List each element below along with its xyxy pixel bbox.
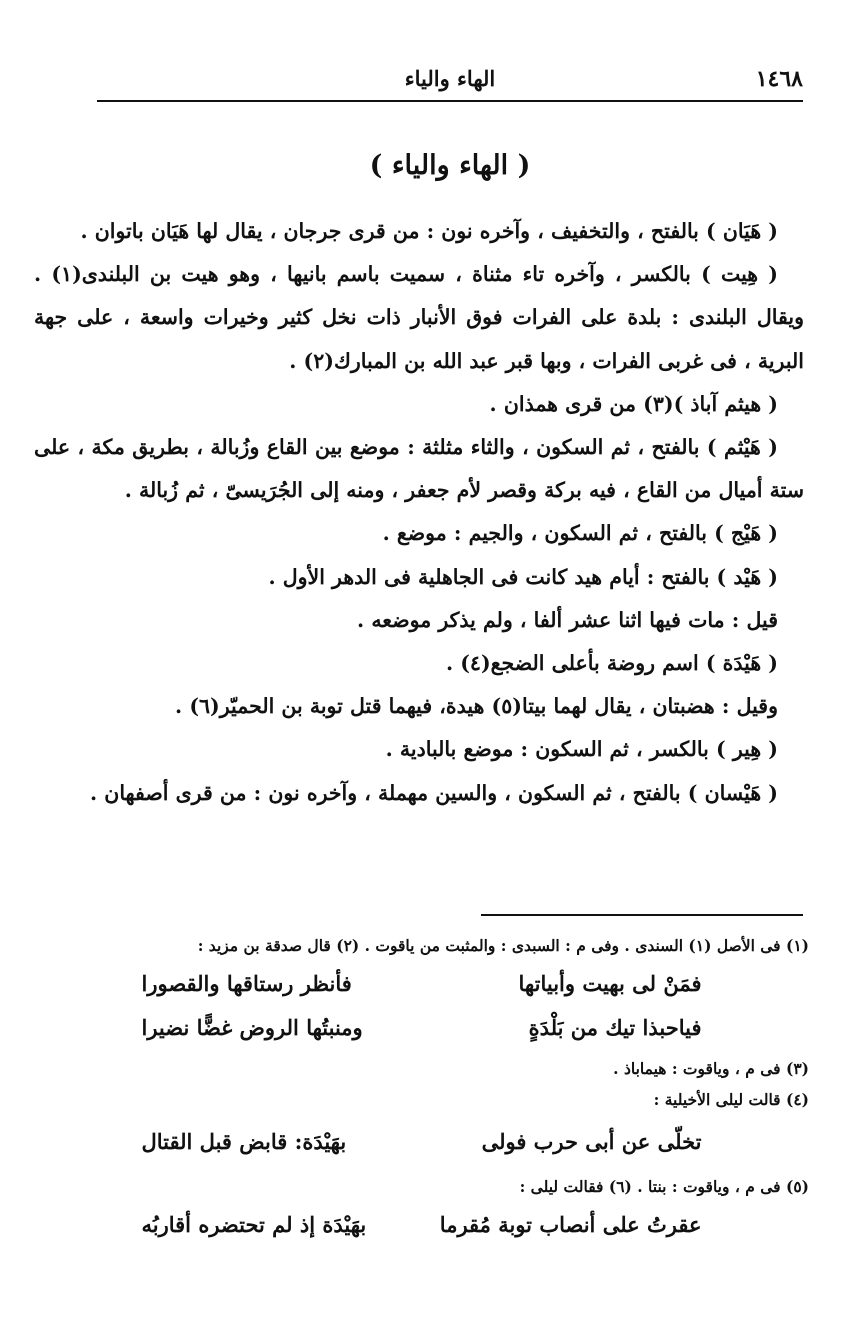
entry-hayd: ( هَيْد ) بالفتح : أيام هيد كانت فى الجاهلية فى الدهر الأول . — [268, 564, 778, 589]
entry-hir: ( هِير ) بالكسر ، ثم السكون : موضع بالبادية . — [385, 737, 778, 762]
page-header — [97, 66, 803, 102]
footnotes — [34, 930, 809, 1250]
dictionary-entries — [34, 210, 804, 815]
entry-hayj: ( هَيْج ) بالفتح ، ثم السكون ، والجيم : موضع . — [382, 521, 778, 546]
footnote-3: (٣) فى م ، وياقوت : هيماباذ . — [613, 1059, 809, 1078]
footnote-4: (٤) قالت ليلى الأخيلية : — [653, 1090, 809, 1109]
footnote-verse — [142, 965, 702, 1003]
page-number: ١٤٦٨ — [755, 66, 803, 92]
entry-haytham: ( هَيْثم ) بالفتح ، ثم السكون ، والثاء مثلثة : موضع بين القاع وزُبالة ، بطريق مكة ، على ستة أميال من القاع ، فيه بركة وقصر لأم جعفر ، ومنه إلى الجُرَيسىّ ، ثم زُبالة . — [34, 435, 804, 503]
footnote-verse — [142, 1206, 702, 1244]
footnote-rule — [481, 914, 803, 916]
entry-hayda-note: وقيل : هضبتان ، يقال لهما بيتا(٥) هيدة، فيهما قتل توبة بن الحميّر(٦) . — [175, 694, 778, 719]
verse-hemistich: فمَنْ لى بهيت وأبياتها — [518, 971, 702, 996]
footnote-1-2: (١) فى الأصل (١) السندى . وفى م : السبدى : والمثبت من ياقوت . (٢) قال صدقة بن مزيد : — [197, 936, 809, 955]
entry-hayd-note: قيل : مات فيها اثنا عشر ألفا ، ولم يذكر موضعه . — [357, 607, 778, 632]
entry-haytham-abadh: ( هيثم آباذ )(٣) من قرى همذان . — [489, 391, 778, 416]
section-title: ( الهاء والياء ) — [369, 150, 531, 181]
footnote-5-6: (٥) فى م ، وياقوت : بنتا . (٦) فقالت ليلى : — [519, 1177, 809, 1196]
verse-hemistich: ومنبتُها الروض غضًّا نضيرا — [141, 1015, 363, 1040]
verse-hemistich: عقرتُ على أنصاب توبة مُقرما — [439, 1212, 702, 1237]
entry-hit: ( هِيت ) بالكسر ، وآخره تاء مثناة ، سميت باسم بانيها ، وهو هيت بن البلندى(١) . ويقال البلندى : بلدة على الفرات فوق الأنبار ذات نخل كثير وخيرات واسعة ، على جهة البرية ، فى غربى الفرات ، وبها قبر عبد الله بن المبارك(٢) . — [34, 262, 804, 373]
verse-hemistich: بهَيْدَة إذ لم تحتضره أقاربُه — [141, 1212, 367, 1237]
entry-haysan: ( هَيْسان ) بالفتح ، ثم السكون ، والسين مهملة ، وآخره نون : من قرى أصفهان . — [89, 780, 778, 805]
running-head: الهاء والياء — [404, 66, 496, 91]
verse-hemistich: بهَيْدَة: قابض قبل القتال — [141, 1129, 347, 1154]
footnote-verse — [142, 1123, 702, 1161]
entry-hayda: ( هَيْدَة ) اسم روضة بأعلى الضجع(٤) . — [445, 651, 778, 676]
verse-hemistich: فأنظر رستاقها والقصورا — [141, 971, 352, 996]
verse-hemistich: فياحبذا تيك من بَلْدَةٍ — [528, 1015, 702, 1040]
verse-hemistich: تخلّى عن أبى حرب فولى — [481, 1129, 702, 1154]
entry-hayan: ( هَيَان ) بالفتح ، والتخفيف ، وآخره نون : من قرى جرجان ، يقال لها هَيَان باتوان . — [80, 219, 778, 243]
footnote-verse — [142, 1009, 702, 1047]
